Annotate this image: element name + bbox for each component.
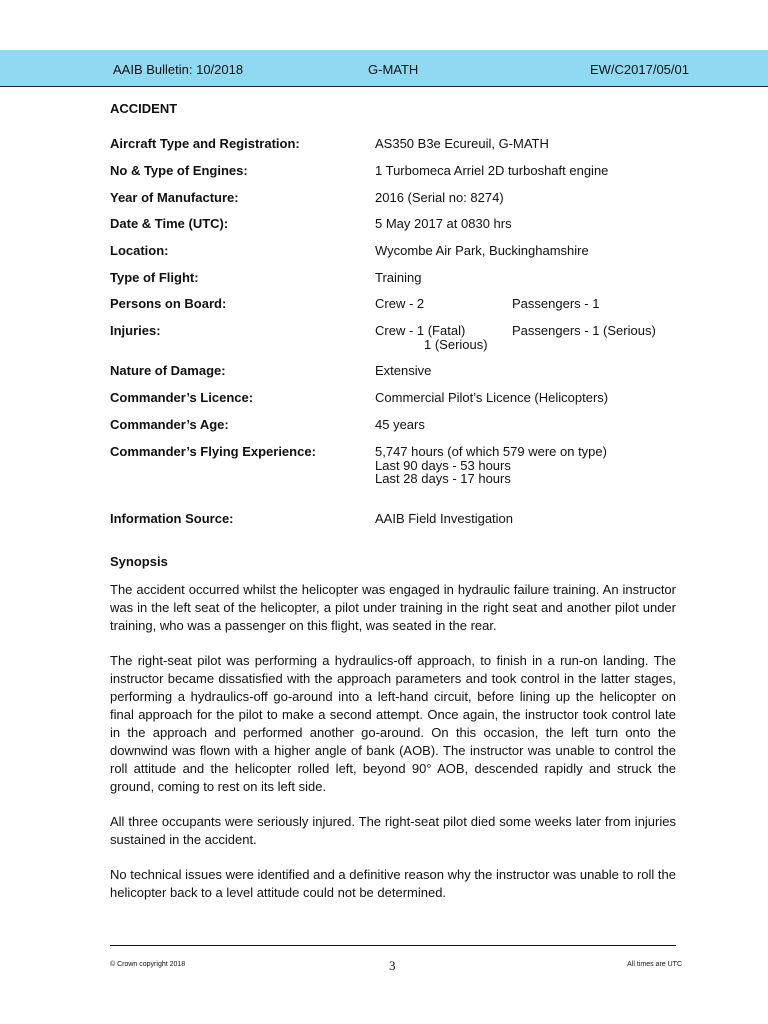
field-label: Location:: [110, 243, 169, 258]
field-value: Training: [375, 270, 422, 285]
field-value: 2016 (Serial no: 8274): [375, 190, 504, 205]
field-label: Persons on Board:: [110, 296, 227, 311]
field-value: Extensive: [375, 363, 432, 378]
experience-28-days: Last 28 days - 17 hours: [375, 471, 511, 486]
crew-injuries-serious: 1 (Serious): [424, 336, 488, 352]
field-label: Commander’s Licence:: [110, 390, 254, 405]
field-label: Nature of Damage:: [110, 363, 226, 378]
field-label: Type of Flight:: [110, 270, 199, 285]
field-label: Aircraft Type and Registration:: [110, 136, 300, 151]
aircraft-registration: G-MATH: [368, 62, 419, 77]
field-value: AS350 B3e Ecureuil, G-MATH: [375, 136, 549, 151]
experience-total: 5,747 hours (of which 579 were on type): [375, 444, 607, 459]
field-label: Injuries:: [110, 323, 161, 338]
field-label: Commander’s Flying Experience:: [110, 444, 316, 459]
footer-copyright: © Crown copyright 2018: [110, 961, 186, 968]
crew-injuries-fatal: Crew - 1 (Fatal): [375, 323, 466, 338]
experience-90-days: Last 90 days - 53 hours: [375, 457, 511, 473]
field-label: Information Source:: [110, 511, 234, 526]
passenger-injuries: Passengers - 1 (Serious): [512, 323, 656, 338]
field-value: 1 Turbomeca Arriel 2D turboshaft engine: [375, 163, 609, 178]
crew-count: Crew - 2: [375, 296, 425, 311]
synopsis-paragraph-4: No technical issues were identified and a definitive reason why the instructor was unable to roll the helicopter back to a level attitude could not be determined.: [110, 867, 676, 900]
field-value: 45 years: [375, 417, 425, 432]
field-label: Year of Manufacture:: [110, 190, 239, 205]
footer-divider: [110, 945, 676, 946]
synopsis-heading: Synopsis: [110, 554, 168, 569]
footer-time-note: All times are UTC: [627, 961, 682, 968]
field-value: AAIB Field Investigation: [375, 511, 514, 526]
synopsis-paragraph-1: The accident occurred whilst the helicopter was engaged in hydraulic failure training. An instructor was in the left seat of the helicopter, a pilot under training in the right seat and another pilot under training, who was a passenger on this flight, was seated in the rear.: [110, 582, 676, 633]
field-label: Date & Time (UTC):: [110, 216, 229, 231]
passenger-count: Passengers - 1: [512, 296, 600, 311]
synopsis-paragraph-2: The right-seat pilot was performing a hydraulics-off approach, to finish in a run-on landing. The instructor became dissatisfied with the approach parameters and took control in the latter stages, performing a hydraulics-off go-around into a left-hand circuit, before lining up the helicopter on final approach for the pilot to make a second attempt. Once again, the instructor took control late in the approach and performed another go-around. On this occasion, the left turn onto the downwind was flown with a higher angle of bank (AOB). The instructor was unable to control the roll attitude and the helicopter rolled left, beyond 90° AOB, descended rapidly and struck the ground, coming to rest on its left side.: [110, 653, 676, 794]
field-label: Commander’s Age:: [110, 417, 229, 432]
crew-injuries: [375, 324, 488, 351]
page-number: 3: [389, 958, 396, 973]
report-category: ACCIDENT: [110, 101, 178, 116]
experience-values: [375, 445, 607, 486]
bulletin-number: AAIB Bulletin: 10/2018: [113, 62, 244, 77]
field-value: 5 May 2017 at 0830 hrs: [375, 216, 512, 231]
field-value: Commercial Pilot’s Licence (Helicopters): [375, 390, 609, 405]
bulletin-header: [0, 50, 768, 87]
field-value: Wycombe Air Park, Buckinghamshire: [375, 243, 589, 258]
synopsis-paragraph-3: All three occupants were seriously injured. The right-seat pilot died some weeks later from injuries sustained in the accident.: [110, 814, 676, 847]
report-reference: EW/C2017/05/01: [589, 62, 689, 77]
field-label: No & Type of Engines:: [110, 163, 248, 178]
